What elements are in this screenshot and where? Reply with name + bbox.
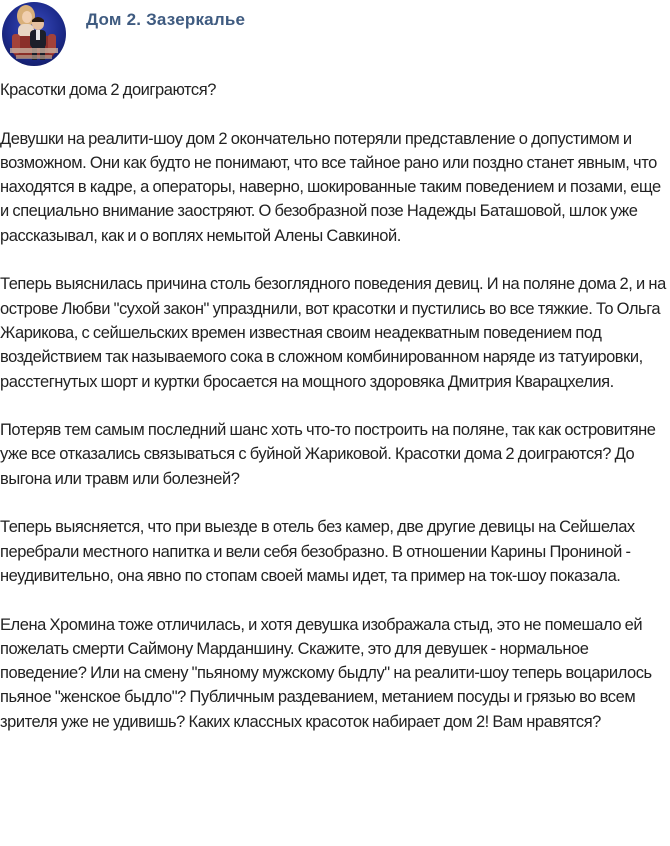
post-title: Красотки дома 2 доиграются? [0, 81, 216, 99]
post-paragraph: Теперь выясняется, что при выезде в отель без камер, две другие девицы на Сейшелах перебрали местного напитка и вели себя безобразно. В отношении Карины Прониной - неудивительно, она явно по стопам своей мамы идет, та пример на ток-шоу показала. [0, 518, 635, 585]
group-name-link[interactable]: Дом 2. Зазеркалье [86, 10, 246, 29]
group-avatar-icon[interactable] [2, 2, 66, 66]
post-body [0, 78, 668, 758]
post-paragraph: Девушки на реалити-шоу дом 2 окончательно потеряли представление о допустимом и возможном. Они как будто не понимают, что все тайное рано или поздно станет явным, что находятся в кадре, а операторы, наверно, шокированные таким поведением и позами, еще и специально внимание заостряют. О безобразной позе Надежды Баташовой, шлок уже рассказывал, как и о воплях немытой Алены Савкиной. [0, 129, 661, 245]
post-header [0, 0, 670, 70]
post-paragraph: Елена Хромина тоже отличилась, и хотя девушка изображала стыд, это не помешало ей пожелать смерти Саймону Марданшину. Скажите, это для девушек - нормальное поведение? Или на смену "пьяному мужскому быдлу" на реалити-шоу теперь воцарилось пьяное "женское быдло"? Публичным раздеванием, метанием посуды и грязью во всем зрителя уже не удивишь? Каких классных красоток набирает дом 2! Вам нравятся? [0, 615, 652, 731]
post-paragraph: Теперь выяснилась причина столь безоглядного поведения девиц. И на поляне дома 2, и на острове Любви "сухой закон" упразднили, вот красотки и пустились во все тяжкие. То Ольга Жарикова, с сейшельских времен известная своим неадекватным поведением под воздействием так называемого сока в сложном комбинированном наряде из татуировки, расстегнутых шорт и куртки бросается на мощного здоровяка Дмитрия Кварацхелия. [0, 275, 666, 391]
post-paragraph: Потеряв тем самым последний шанс хоть что-то построить на поляне, так как островитяне уже все отказались связываться с буйной Жариковой. Красотки дома 2 доиграются? До выгона или травм или болезней? [0, 421, 656, 488]
